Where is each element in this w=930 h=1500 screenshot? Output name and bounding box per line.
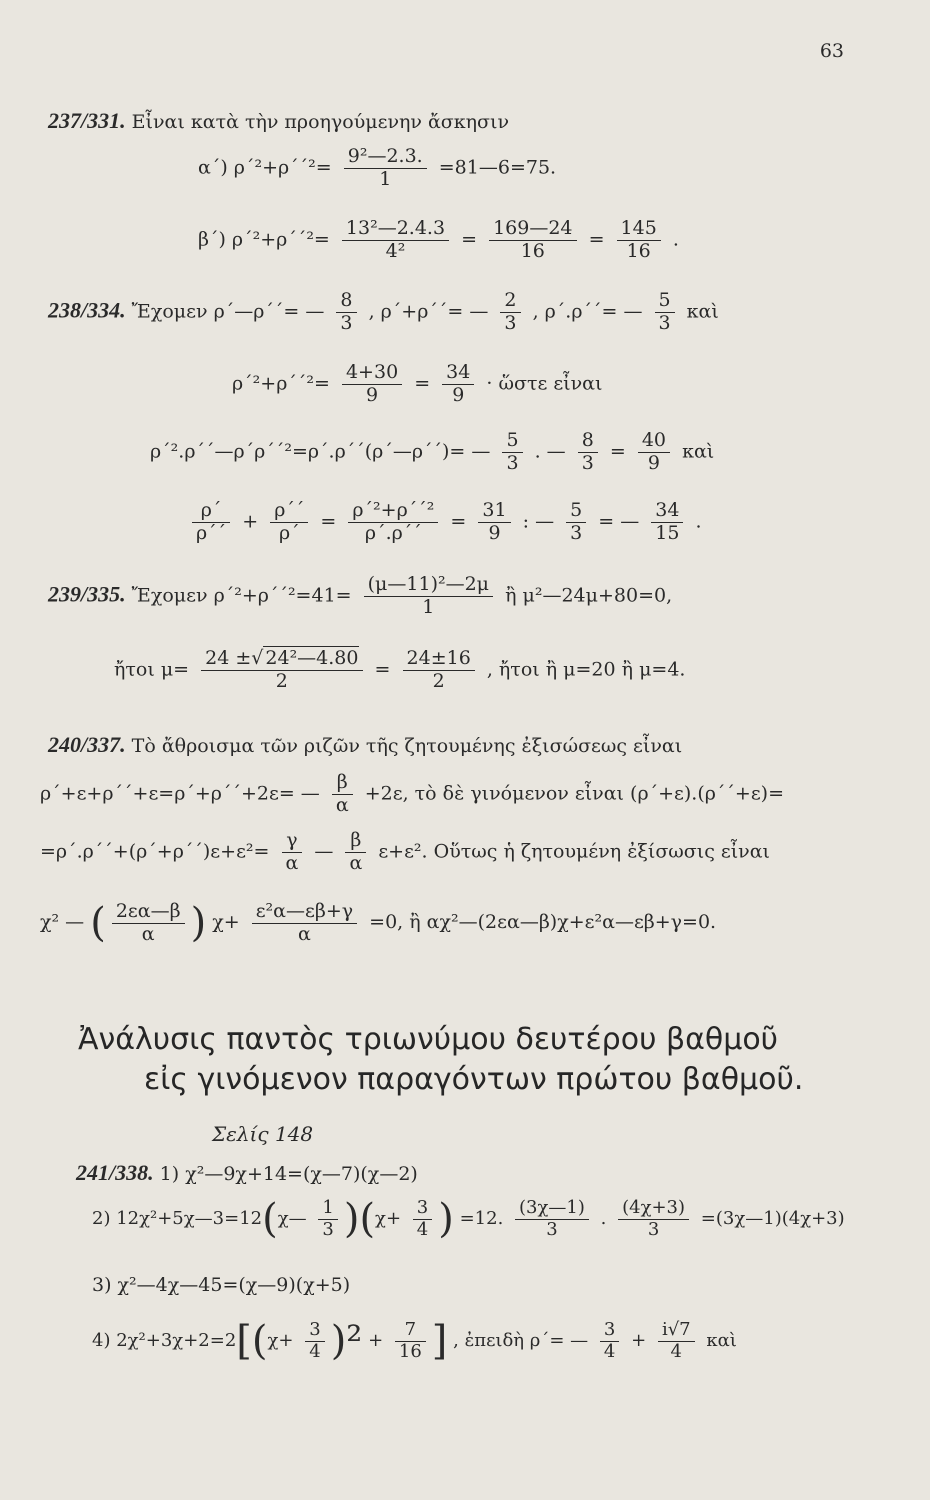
exercise-label: 239/335. xyxy=(48,581,126,607)
equation-241-4: 4) 2χ²+3χ+2=2[(χ+ $\frac{3}{4}$ )² + $\frac{7}{16}$ ] , ἐπειδὴ ρ΄= — $\frac{3}{4}$ + $\frac{i√7}{4}$ καὶ xyxy=(92,1318,737,1364)
fraction: $\frac{5}{3}$ xyxy=(655,290,675,335)
fraction: $\frac{\beta}{\alpha}$ xyxy=(345,830,366,875)
page-number: 63 xyxy=(819,40,844,62)
exercise-label: 238/334. xyxy=(48,297,126,323)
page-reference: Σελίς 148 xyxy=(212,1122,314,1146)
equation-240-4: χ² — ( $\frac{2\varepsilon\alpha—\beta}{\alpha}$ ) χ+ $\frac{\text{ε²α—εβ+γ}}{\alpha}$ =0, ἢ αχ²—(2εα—β)χ+ε²α—εβ+γ=0. xyxy=(40,899,717,946)
square-root: 24²—4.80 xyxy=(265,647,359,669)
fraction: $\frac{\text{(μ—11)²—2μ}}{1}$ xyxy=(364,574,493,619)
equation-237-b: β΄) ρ΄²+ρ΄΄²= $\frac{\text{13²—2.4.3}}{\text{4²}}$ = $\frac{169—24}{16}$ = $\frac{145}{16}$ . xyxy=(198,217,679,262)
exercise-238: 238/334. Ἔχομεν ρ΄—ρ΄΄= — $\frac{8}{3}$ , ρ΄+ρ΄΄= — $\frac{2}{3}$ , ρ΄.ρ΄΄= — $\frac{5}{3}$ καὶ xyxy=(48,289,719,334)
equation-241-3: 3) χ²—4χ—45=(χ—9)(χ+5) xyxy=(92,1274,351,1296)
fraction: $\frac{3}{4}$ xyxy=(600,1320,619,1362)
fraction: $\frac{2\varepsilon\alpha—\beta}{\alpha}$ xyxy=(112,901,185,946)
fraction: $\frac{\text{24 ±√ 24²—4.80}}{2}$ xyxy=(201,648,362,693)
equation-238-3: ρ΄².ρ΄΄—ρ΄ρ΄΄²=ρ΄.ρ΄΄(ρ΄—ρ΄΄)= — $\frac{5}{3}$ . — $\frac{8}{3}$ = $\frac{40}{9}$ καὶ xyxy=(150,429,715,474)
fraction: $\frac{7}{16}$ xyxy=(395,1320,426,1362)
fraction: $\frac{145}{16}$ xyxy=(617,218,661,263)
exercise-241: 241/338. 1) χ²—9χ+14=(χ—7)(χ—2) xyxy=(76,1160,418,1185)
exercise-label: 240/337. xyxy=(48,732,126,757)
fraction: $\frac{\text{ρ΄²+ρ΄΄²}}{\rho΄.\rho΄΄}$ xyxy=(348,500,438,545)
fraction: $\frac{34}{15}$ xyxy=(651,500,683,545)
fraction: $\frac{i√7}{4}$ xyxy=(658,1320,695,1362)
fraction: $\frac{5}{3}$ xyxy=(566,500,586,545)
equation-238-4: $\frac{\rho΄}{\rho΄΄}$ + $\frac{\rho΄΄}{\rho΄}$ = $\frac{\text{ρ΄²+ρ΄΄²}}{\rho΄.\rho΄΄}$ = $\frac{31}{9}$ : — $\frac{5}{3}$ = — $\frac{34}{15}$ . xyxy=(186,500,702,545)
equation-238-2: ρ΄²+ρ΄΄²= $\frac{4+30}{9}$ = $\frac{34}{9}$ · ὥστε εἶναι xyxy=(232,361,603,406)
section-heading-line1: Ἀνάλυσις παντὸς τριωνύμου δευτέρου βαθμοῦ xyxy=(78,1022,779,1057)
fraction: $\frac{169—24}{16}$ xyxy=(489,218,576,263)
fraction: $\frac{5}{3}$ xyxy=(502,430,522,475)
fraction: $\frac{\beta}{\alpha}$ xyxy=(332,772,353,817)
fraction: $\frac{8}{3}$ xyxy=(336,290,356,335)
fraction: $\frac{34}{9}$ xyxy=(442,362,474,407)
fraction: $\frac{(3\chi—1)}{3}$ xyxy=(515,1198,589,1240)
fraction: $\frac{40}{9}$ xyxy=(638,430,670,475)
fraction: $\frac{24\pm 16}{2}$ xyxy=(403,648,475,693)
section-heading-line2: εἰς γινόμενον παραγόντων πρώτου βαθμοῦ. xyxy=(144,1062,804,1097)
fraction: $\frac{31}{9}$ xyxy=(478,500,510,545)
equation-240-3: =ρ΄.ρ΄΄+(ρ΄+ρ΄΄)ε+ε²= $\frac{\gamma}{\alpha}$ — $\frac{\beta}{\alpha}$ ε+ε². Οὕτως ἡ ζητουμένη ἐξίσωσις εἶναι xyxy=(40,829,771,874)
fraction: $\frac{\text{13²—2.4.3}}{\text{4²}}$ xyxy=(342,218,449,263)
exercise-237 xyxy=(48,108,509,134)
equation-239-2: ἤτοι μ= $\frac{\text{24 ±√ 24²—4.80}}{2}$ = $\frac{24\pm 16}{2}$ , ἤτοι ἢ μ=20 ἢ μ=4. xyxy=(114,647,686,692)
exercise-240: 240/337. Τὸ ἄθροισμα τῶν ριζῶν τῆς ζητουμένης ἐξισώσεως εἶναι xyxy=(48,732,683,757)
fraction: $\frac{\text{9²—2.3.}}{1}$ xyxy=(344,146,427,191)
exercise-text: Εἶναι κατὰ τὴν προηγούμενην ἄσκησιν xyxy=(131,111,509,133)
fraction: $\frac{4+30}{9}$ xyxy=(342,362,402,407)
equation-240-2: ρ΄+ε+ρ΄΄+ε=ρ΄+ρ΄΄+2ε= — $\frac{\beta}{\alpha}$ +2ε, τὸ δὲ γινόμενον εἶναι (ρ΄+ε).(ρ΄΄+ε)= xyxy=(40,771,785,816)
equation-237-a: α΄) ρ΄²+ρ΄΄²= $\frac{\text{9²—2.3.}}{1}$ =81—6=75. xyxy=(198,145,557,190)
fraction: $\frac{\rho΄}{\rho΄΄}$ xyxy=(192,500,230,545)
fraction: $\frac{1}{3}$ xyxy=(318,1198,337,1240)
exercise-239: 239/335. Ἔχομεν ρ΄²+ρ΄΄²=41= $\frac{\text{(μ—11)²—2μ}}{1}$ ἢ μ²—24μ+80=0, xyxy=(48,573,673,618)
fraction: $\frac{8}{3}$ xyxy=(578,430,598,475)
fraction: $\frac{\gamma}{\alpha}$ xyxy=(282,830,303,875)
fraction: $\frac{3}{4}$ xyxy=(413,1198,432,1240)
fraction: $\frac{2}{3}$ xyxy=(500,290,520,335)
fraction: $\frac{\text{ε²α—εβ+γ}}{\alpha}$ xyxy=(252,901,357,946)
fraction: $\frac{\rho΄΄}{\rho΄}$ xyxy=(270,500,308,545)
exercise-label: 237/331. xyxy=(48,108,126,133)
fraction: $\frac{3}{4}$ xyxy=(305,1320,324,1362)
fraction: $\frac{(4\chi+3)}{3}$ xyxy=(618,1198,689,1240)
exercise-label: 241/338. xyxy=(76,1160,154,1185)
equation-241-2: 2) 12χ²+5χ—3=12(χ— $\frac{1}{3}$ )(χ+ $\frac{3}{4}$ ) =12. $\frac{(3\chi—1)}{3}$ . $\frac{(4\chi+3)}{3}$ =(3χ—1)(4χ+3) xyxy=(92,1196,845,1242)
